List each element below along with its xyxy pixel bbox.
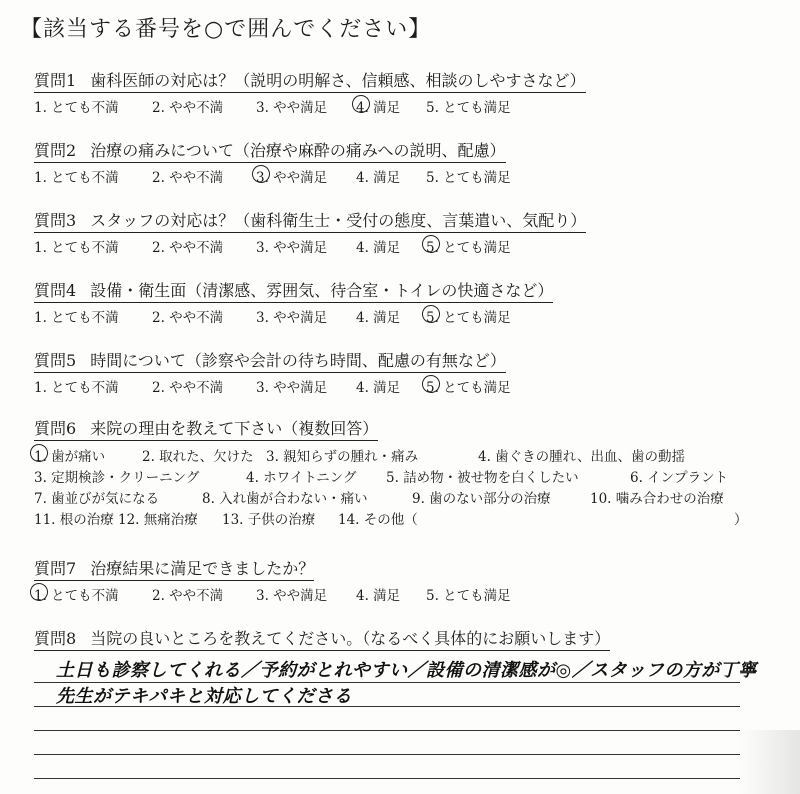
answer-option-4[interactable]: 4. 満足 (356, 96, 400, 116)
question-number: 質問4 (34, 281, 77, 300)
question-number: 質問8 (34, 629, 77, 648)
reason-option[interactable]: 1. 歯が痛い (34, 445, 105, 465)
answer-option-1[interactable]: 1. とても不満 (34, 310, 119, 326)
hand-drawn-circle (28, 442, 50, 464)
answer-option-5[interactable]: 5. とても満足 (426, 236, 511, 256)
question-title (34, 626, 610, 651)
question-6 (34, 416, 774, 529)
question-3 (34, 208, 774, 256)
answer-rule (34, 730, 740, 731)
other-close-paren: ） (734, 512, 748, 528)
question-1 (34, 68, 774, 116)
question-text: 設備・衛生面（清潔感、雰囲気、待合室・トイレの快適さなど） (90, 281, 554, 300)
hand-drawn-circle (28, 581, 50, 603)
question-number: 質問2 (34, 141, 77, 160)
question-title (34, 68, 586, 93)
question-title (34, 138, 506, 163)
answer-options (34, 96, 774, 116)
reason-option[interactable]: 4. ホワイトニング (246, 470, 357, 486)
answer-options (34, 376, 774, 396)
reason-option[interactable]: 6. インプラント (630, 470, 729, 486)
answer-option-2[interactable]: 2. やや不満 (152, 100, 224, 116)
reason-option[interactable]: 9. 歯のない部分の治療 (412, 491, 551, 507)
answer-options (34, 236, 774, 256)
answer-option-4[interactable]: 4. 満足 (356, 380, 401, 396)
reason-row (34, 445, 774, 466)
question-5 (34, 348, 774, 396)
hand-drawn-circle (250, 163, 272, 185)
answer-option-3[interactable]: 3. やや満足 (256, 310, 328, 326)
question-7 (34, 556, 774, 604)
answer-option-5[interactable]: 5. とても満足 (426, 588, 511, 604)
reason-option[interactable]: 13. 子供の治療 (222, 512, 316, 528)
question-number: 質問3 (34, 211, 77, 230)
answer-option-1[interactable]: 1. とても不満 (34, 584, 119, 604)
question-number: 質問6 (34, 419, 77, 438)
hand-drawn-circle (350, 93, 372, 115)
answer-option-3[interactable]: 3. やや満足 (256, 100, 328, 116)
answer-rule (34, 754, 740, 755)
answer-option-5[interactable]: 5. とても満足 (426, 100, 511, 116)
answer-option-2[interactable]: 2. やや不満 (152, 588, 224, 604)
question-2 (34, 138, 774, 186)
answer-rule (34, 706, 740, 707)
hand-drawn-circle (420, 233, 442, 255)
answer-option-1[interactable]: 1. とても不満 (34, 380, 119, 396)
reason-row (34, 508, 774, 529)
question-number: 質問5 (34, 351, 77, 370)
answer-option-5[interactable]: 5. とても満足 (426, 376, 511, 396)
answer-option-5[interactable]: 5. とても満足 (426, 170, 511, 186)
handwritten-answer-line-1: 土日も診察してくれる／予約がとれやすい／設備の清潔感が◎／スタッフの方が丁寧 (56, 660, 757, 681)
answer-option-3[interactable]: 3. やや満足 (256, 380, 328, 396)
answer-option-5[interactable]: 5. とても満足 (426, 306, 511, 326)
answer-option-3[interactable]: 3. やや満足 (256, 240, 328, 256)
question-4 (34, 278, 774, 326)
answer-option-2[interactable]: 2. やや不満 (152, 170, 224, 186)
reason-option[interactable]: 8. 入れ歯が合わない・痛い (202, 491, 368, 507)
reason-option[interactable]: 3. 定期検診・クリーニング (34, 470, 200, 486)
answer-options (34, 306, 774, 326)
answer-option-1[interactable]: 1. とても不満 (34, 240, 119, 256)
question-text: スタッフの対応は？（歯科衛生士・受付の態度、言葉遣い、気配り） (90, 211, 587, 230)
answer-option-1[interactable]: 1. とても不満 (34, 100, 119, 116)
question-number: 質問1 (34, 71, 77, 90)
question-text: 歯科医師の対応は？（説明の明解さ、信頼感、相談のしやすさなど） (90, 71, 586, 90)
reason-row (34, 466, 774, 487)
answer-option-3[interactable]: 3. やや満足 (256, 588, 328, 604)
page-header: 【該当する番号を○で囲んでください】 (20, 17, 432, 42)
question-title (34, 278, 553, 303)
answer-option-4[interactable]: 4. 満足 (356, 240, 401, 256)
answer-rule (34, 778, 740, 779)
reason-option[interactable]: 4. 歯ぐきの腫れ、出血、歯の動揺 (478, 449, 685, 465)
answer-option-2[interactable]: 2. やや不満 (152, 380, 224, 396)
answer-option-3[interactable]: 3. やや満足 (256, 166, 327, 186)
reason-option[interactable]: 10. 噛み合わせの治療 (590, 491, 724, 507)
reason-option[interactable]: 11. 根の治療 (34, 512, 114, 528)
answer-option-1[interactable]: 1. とても不満 (34, 170, 119, 186)
answer-option-4[interactable]: 4. 満足 (356, 310, 401, 326)
answer-options (34, 166, 774, 186)
reason-option[interactable]: 2. 取れた、欠けた (142, 449, 254, 465)
question-text: 当院の良いところを教えてください。（なるべく具体的にお願いします） (90, 629, 611, 648)
question-text: 治療の痛みについて（治療や麻酔の痛みへの説明、配慮） (90, 141, 506, 160)
answer-option-2[interactable]: 2. やや不満 (152, 240, 224, 256)
reason-option[interactable]: 3. 親知らずの腫れ・痛み (266, 449, 419, 465)
question-title (34, 208, 586, 233)
hand-drawn-circle (420, 303, 442, 325)
answer-option-2[interactable]: 2. やや不満 (152, 310, 224, 326)
question-8 (34, 626, 774, 651)
hand-drawn-circle (420, 373, 442, 395)
question-title (34, 556, 314, 581)
answer-option-4[interactable]: 4. 満足 (356, 170, 401, 186)
answer-option-4[interactable]: 4. 満足 (356, 588, 401, 604)
scan-shadow (740, 730, 800, 794)
handwritten-answer-line-2: 先生がテキパキと対応してくださる (56, 686, 352, 707)
question-title (34, 348, 506, 373)
question-title (34, 416, 378, 441)
reason-row (34, 487, 774, 508)
answer-options (34, 584, 774, 604)
question-text: 治療結果に満足できましたか？ (90, 559, 315, 578)
question-text: 来院の理由を教えて下さい（複数回答） (90, 419, 379, 438)
reason-option[interactable]: 12. 無痛治療 (118, 512, 198, 528)
question-number: 質問7 (34, 559, 77, 578)
question-text: 時間について（診察や会計の待ち時間、配慮の有無など） (90, 351, 506, 370)
reason-options (34, 445, 774, 529)
reason-option[interactable]: 14. その他（ (338, 512, 418, 528)
reason-option[interactable]: 7. 歯並びが気になる (34, 491, 160, 507)
reason-option[interactable]: 5. 詰め物・被せ物を白くしたい (386, 470, 579, 486)
